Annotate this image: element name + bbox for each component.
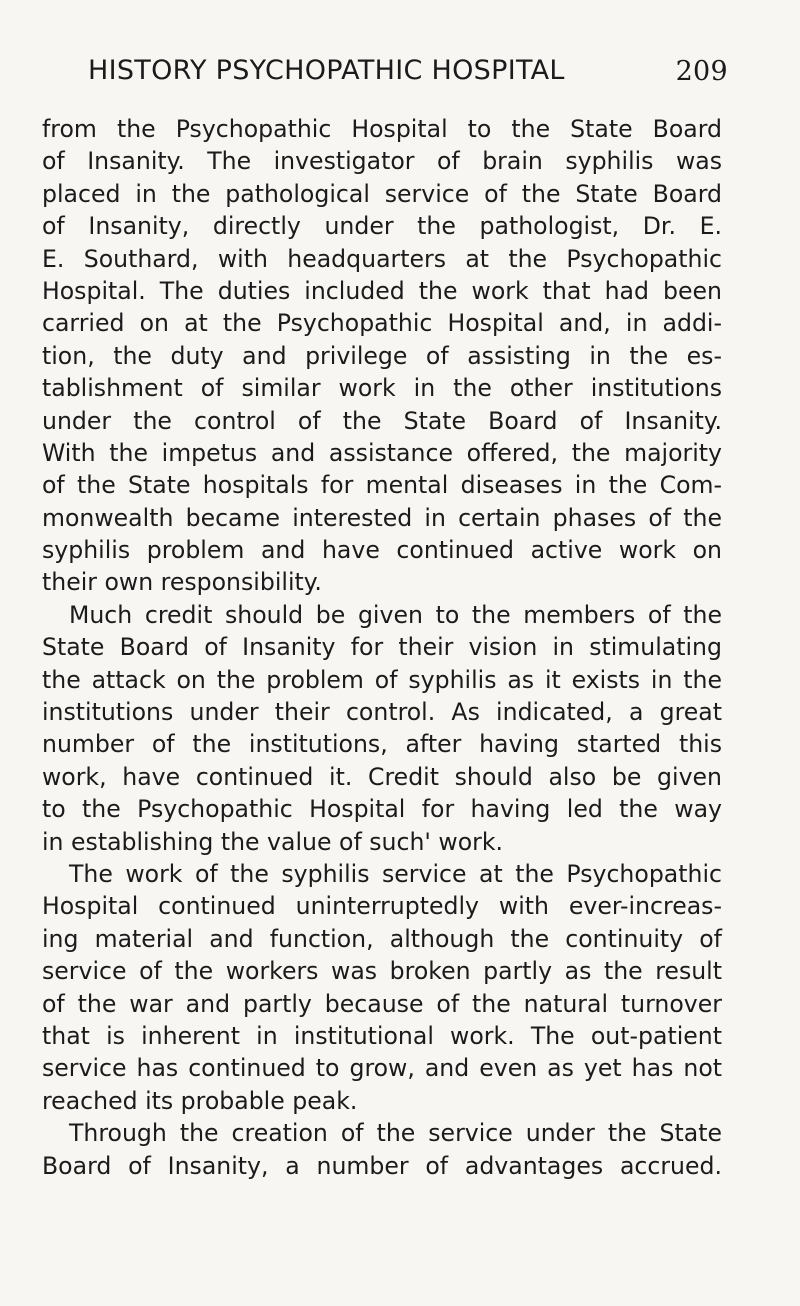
text-line: the attack on the problem of syphilis as it exists in the: [42, 665, 722, 694]
paragraph-end-line: their own responsibility.: [42, 568, 322, 597]
running-header: [88, 55, 728, 97]
text-line: Hospital continued uninterruptedly with ever-increas-: [42, 892, 722, 921]
paragraph-start-line: Through the creation of the service under the State: [69, 1119, 722, 1148]
text-line: State Board of Insanity for their vision in stimulating: [42, 633, 722, 662]
text-line: from the Psychopathic Hospital to the State Board: [42, 115, 722, 143]
text-line: of Insanity, directly under the pathologist, Dr. E.: [42, 212, 722, 241]
text-line: of Insanity. The investigator of brain syphilis was: [42, 147, 722, 176]
text-line: service of the workers was broken partly as the result: [42, 957, 722, 986]
text-line: tion, the duty and privilege of assisting in the es-: [42, 341, 722, 370]
text-line: under the control of the State Board of Insanity.: [42, 406, 722, 435]
text-line: With the impetus and assistance offered, the majority: [42, 438, 722, 467]
text-line: to the Psychopathic Hospital for having led the way: [42, 795, 722, 824]
text-line: Hospital. The duties included the work that had been: [42, 276, 722, 305]
text-line: placed in the pathological service of the State Board: [42, 179, 722, 208]
page-number: 209: [675, 56, 728, 87]
text-line: carried on at the Psychopathic Hospital and, in addi-: [42, 309, 722, 338]
paragraph-end-line: in establishing the value of such' work.: [42, 827, 503, 856]
text-line: work, have continued it. Credit should also be given: [42, 762, 722, 791]
running-title: HISTORY PSYCHOPATHIC HOSPITAL: [88, 55, 565, 86]
text-line: number of the institutions, after having started this: [42, 730, 722, 759]
text-line: institutions under their control. As indicated, a great: [42, 698, 722, 727]
text-line: that is inherent in institutional work. The out-patient: [42, 1021, 722, 1050]
paragraph-start-line: The work of the syphilis service at the Psychopathic: [69, 859, 722, 888]
paragraph-end-line: reached its probable peak.: [42, 1086, 358, 1115]
text-line: monwealth became interested in certain phases of the: [42, 503, 722, 532]
text-line: service has continued to grow, and even as yet has not: [42, 1054, 722, 1083]
text-line: ing material and function, although the continuity of: [42, 924, 722, 953]
text-line: Board of Insanity, a number of advantages accrued.: [42, 1151, 722, 1180]
text-line: of the war and partly because of the natural turnover: [42, 989, 722, 1018]
paragraph-start-line: Much credit should be given to the members of the: [69, 600, 722, 629]
text-line: tablishment of similar work in the other institutions: [42, 374, 722, 403]
body-text: [42, 113, 722, 1182]
text-line: of the State hospitals for mental diseases in the Com-: [42, 471, 722, 500]
text-line: syphilis problem and have continued active work on: [42, 536, 722, 565]
text-line: E. Southard, with headquarters at the Psychopathic: [42, 244, 722, 273]
